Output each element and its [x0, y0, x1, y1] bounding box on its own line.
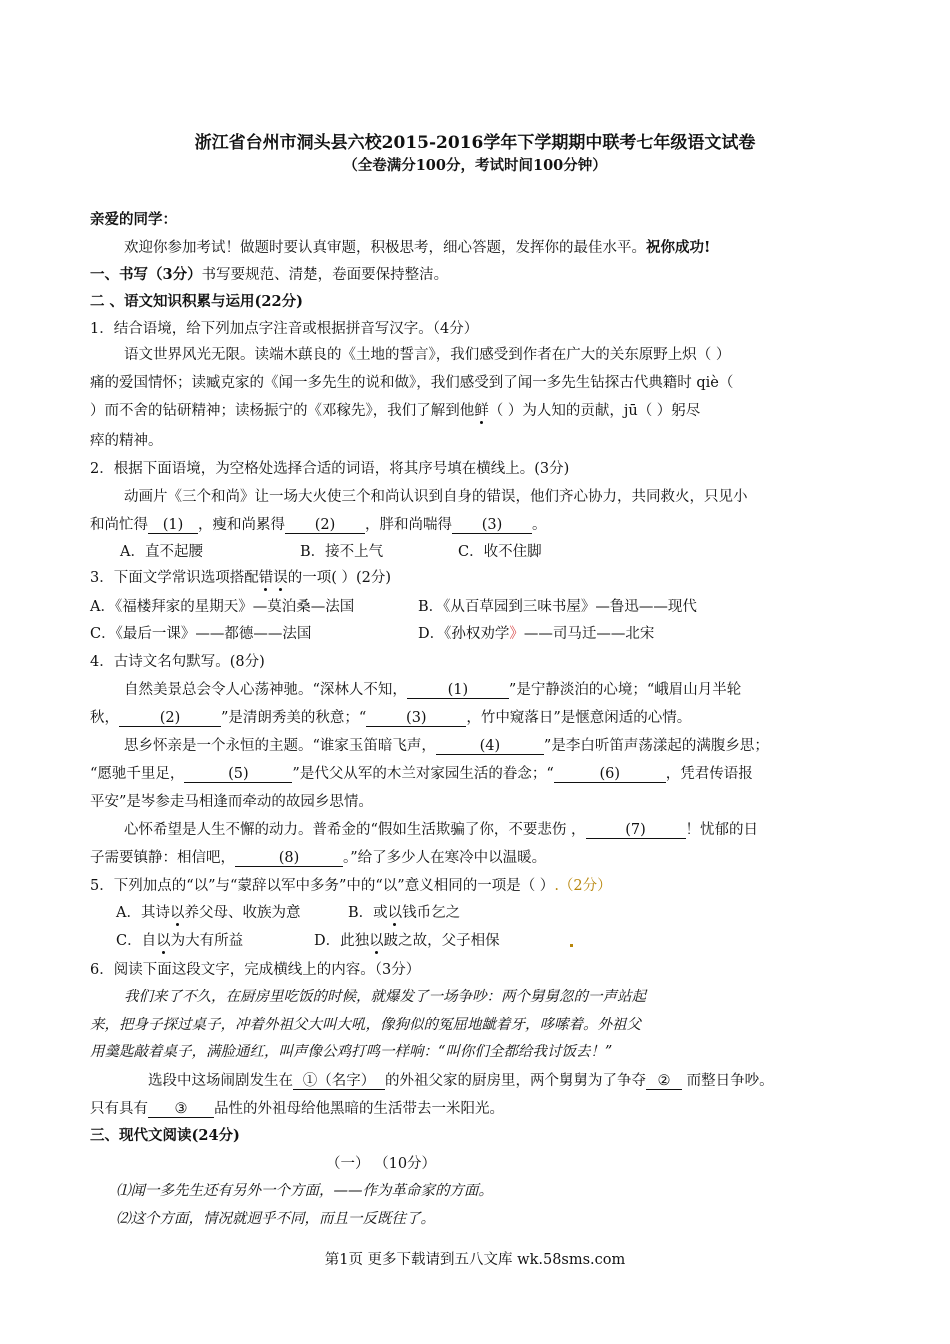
q2-option-c: C．收不住脚 [458, 544, 542, 560]
q4-blank6[interactable]: (6) [554, 766, 666, 783]
q2-blank1[interactable]: (1) [148, 517, 198, 534]
q2-blank2[interactable]: (2) [285, 517, 365, 534]
q3-option-d: D．《孙权劝学》——司马迁——北宋 [418, 626, 655, 642]
q6-blank3[interactable]: ③ [148, 1101, 214, 1118]
stray-mark [570, 944, 573, 947]
q6-blank2[interactable]: ② [646, 1073, 682, 1090]
q6-excerpt-line2: 来，把身子探过桌子，冲着外祖父大叫大吼，像狗似的冤屈地龇着牙，哆嗦着。外祖父 [90, 1017, 641, 1033]
q5-option-c: C．自以为大有所益 [116, 933, 244, 949]
q6-stem: 6．阅读下面这段文字，完成横线上的内容。（3分） [90, 962, 421, 978]
q1-line2: 痛的爱国情怀；读臧克家的《闻一多先生的说和做》，我们感受到了闻一多先生钻探古代典籍时 qiè（ [90, 375, 734, 391]
q1-line4: 瘁的精神。 [90, 433, 163, 449]
q4-blank4[interactable]: (4) [436, 738, 544, 755]
section3-heading: 三、现代文阅读(24分) [90, 1127, 240, 1144]
q4-para2-line3: 平安”是岑参走马相逢而牵动的故园乡思情。 [90, 794, 373, 810]
q6-question-line1: 选段中这场闹剧发生在 ①（名字） 的外祖父家的厨房里，两个舅舅为了争夺 ② 而整日争吵。 [148, 1073, 774, 1089]
q3-stem: 3．下面文学常识选项搭配错误的一项( ）(2分) [90, 570, 392, 586]
page-subtitle: （全卷满分100分，考试时间100分钟） [343, 157, 607, 174]
q4-blank2[interactable]: (2) [119, 710, 221, 727]
section3-subheading: （一） （10分） [326, 1156, 437, 1172]
q4-para3-line2: 子需要镇静：相信吧， (8) 。”给了多少人在寒冷中以温暖。 [90, 850, 547, 866]
q6-excerpt-line1: 我们来了不久，在厨房里吃饭的时候，就爆发了一场争吵：两个舅舅忽的一声站起 [124, 989, 646, 1005]
section1-heading: 一、书写（3分） [90, 266, 202, 283]
q6-excerpt-line3: 用羹匙敲着桌子，满脸通红，叫声像公鸡打鸣一样响：“叫你们全都给我讨饭去！” [90, 1044, 613, 1060]
q4-blank8[interactable]: (8) [235, 850, 343, 867]
q5-option-a: A．其诗以养父母、收族为意 [116, 905, 301, 921]
q4-blank5[interactable]: (5) [184, 766, 292, 783]
q2-stem: 2．根据下面语境，为空格处选择合适的词语，将其序号填在横线上。(3分) [90, 461, 570, 477]
q3-option-a: A．《福楼拜家的星期天》—莫泊桑—法国 [90, 599, 355, 615]
q5-stem: 5．下列加点的“以”与“蒙辞以军中多务”中的“以”意义相同的一项是（ ）.（2分） [90, 878, 612, 894]
q4-stem: 4．古诗文名句默写。(8分) [90, 654, 265, 670]
q2-line1: 动画片《三个和尚》让一场大火使三个和尚认识到自身的错误，他们齐心协力，共同救火，只见小 [124, 489, 748, 505]
q2-blank3[interactable]: (3) [452, 517, 532, 534]
q2-line2: 和尚忙得 (1) ，瘦和尚累得 (2) ，胖和尚喘得 (3) 。 [90, 517, 547, 533]
q6-question-line2: 只有具有 ③ 品性的外祖母给他黑暗的生活带去一米阳光。 [90, 1101, 504, 1117]
page-title: 浙江省台州市洞头县六校2015-2016学年下学期期中联考七年级语文试卷 [194, 133, 756, 153]
q4-para3-line1: 心怀希望是人生不懈的动力。普希金的“假如生活欺骗了你，不要悲伤 ， (7) ！忧郁的日 [124, 822, 759, 838]
page-footer: 第1页 更多下载请到五八文库 wk.58sms.com [324, 1252, 626, 1268]
q1-line1: 语文世界风光无限。读端木蕻良的《土地的誓言》，我们感受到作者在广大的关东原野上炽（ ） [124, 347, 731, 363]
q4-blank3[interactable]: (3) [366, 710, 466, 727]
section3-para2: ⑵这个方面，情况就迥乎不同，而且一反既往了。 [116, 1211, 435, 1227]
q3-option-c: C．《最后一课》——都德——法国 [90, 626, 312, 642]
section2-heading: 二 、语文知识积累与运用(22分) [90, 293, 303, 310]
q3-option-b: B．《从百草园到三味书屋》—鲁迅——现代 [418, 599, 697, 615]
greeting-salutation: 亲爱的同学： [90, 211, 177, 228]
q4-blank7[interactable]: (7) [586, 822, 686, 839]
q4-para2-line1: 思乡怀亲是一个永恒的主题。“谁家玉笛暗飞声， (4) ”是李白听笛声荡漾起的满腹乡思； [124, 738, 769, 754]
q2-option-b: B．接不上气 [300, 544, 384, 560]
q2-option-a: A．直不起腰 [120, 544, 203, 560]
q4-para2-line2: “愿驰千里足， (5) ”是代父从军的木兰对家园生活的眷念；“ (6) ，凭君传语报 [90, 766, 753, 782]
q5-option-d: D．此独以跛之故，父子相保 [314, 933, 500, 949]
section1: 一、书写（3分）书写要规范、清楚，卷面要保持整洁。 [90, 266, 449, 283]
q5-option-b: B．或以钱币乞之 [348, 905, 461, 921]
q1-stem: 1．结合语境，给下列加点字注音或根据拼音写汉字。（4分） [90, 321, 479, 337]
section3-para1: ⑴闻一多先生还有另外一个方面，——作为革命家的方面。 [116, 1183, 493, 1199]
q1-line3: ）而不舍的钻研精神；读杨振宁的《邓稼先》，我们了解到他鲜（ ）为人知的贡献，jū（ ）躬尽 [90, 403, 701, 419]
greeting-body: 欢迎你参加考试！做题时要认真审题，积极思考，细心答题，发挥你的最佳水平。祝你成功! [124, 239, 711, 256]
q4-para1-line2: 秋， (2) ”是清朗秀美的秋意；“ (3) ，竹中窥落日”是惬意闲适的心情。 [90, 710, 692, 726]
q6-blank1[interactable]: ①（名字） [293, 1073, 385, 1090]
q4-para1-line1: 自然美景总会令人心荡神驰。“深林人不知， (1) ”是宁静淡泊的心境；“峨眉山月半轮 [124, 682, 742, 698]
q4-blank1[interactable]: (1) [407, 682, 509, 699]
